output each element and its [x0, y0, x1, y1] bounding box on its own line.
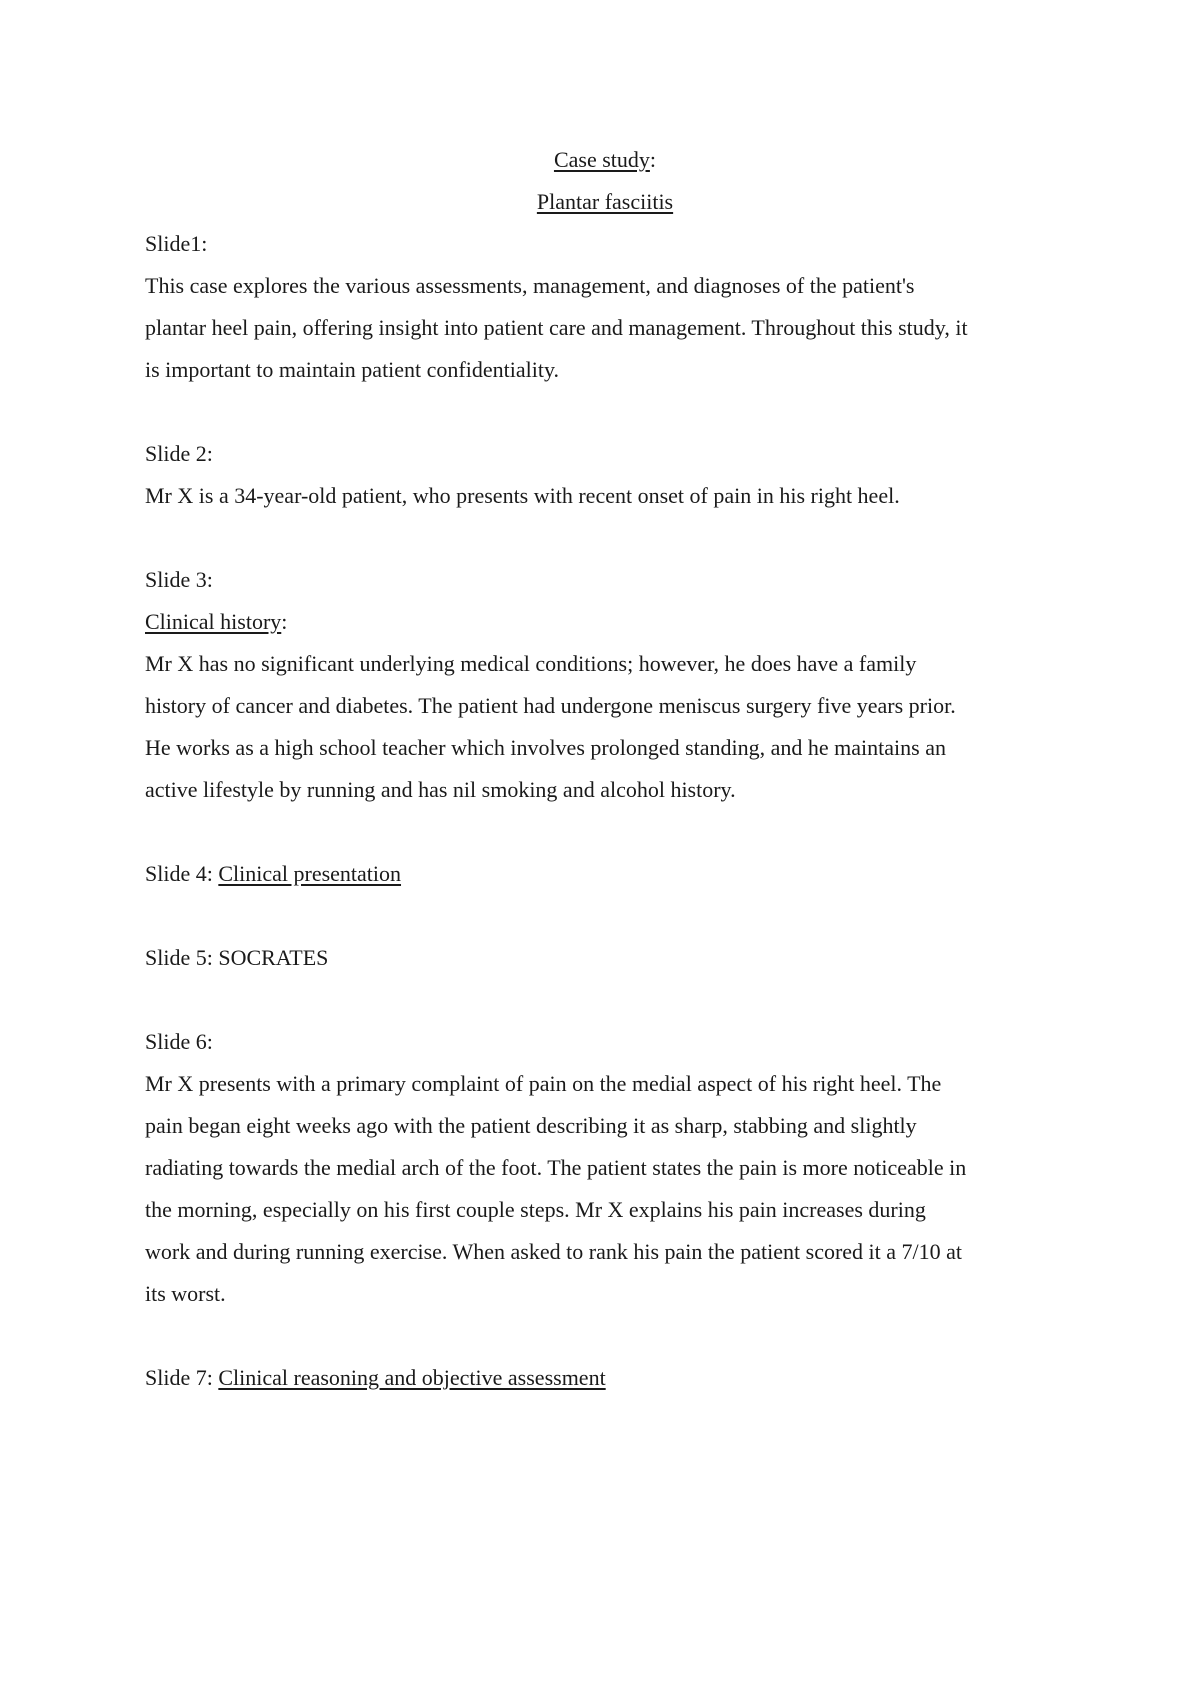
slide3-heading-line	[145, 601, 1065, 643]
slide5-label: Slide 5: SOCRATES	[145, 945, 329, 970]
slide3-text-line: Mr X has no significant underlying medical conditions; however, he does have a family	[145, 651, 917, 676]
slide6-text-line: work and during running exercise. When asked to rank his pain the patient scored it a 7/10 at	[145, 1239, 963, 1264]
spacer	[145, 811, 1065, 853]
slide2-text-line: Mr X is a 34-year-old patient, who presents with recent onset of pain in his right heel.	[145, 483, 900, 508]
document-title-line1	[145, 139, 1065, 181]
slide7-heading: Clinical reasoning and objective assessment	[218, 1365, 606, 1390]
slide6-text-line: pain began eight weeks ago with the patient describing it as sharp, stabbing and slightly	[145, 1113, 917, 1138]
spacer	[145, 895, 1065, 937]
slide3-label: Slide 3:	[145, 567, 213, 592]
spacer	[145, 391, 1065, 433]
spacer	[145, 1315, 1065, 1357]
slide7-line	[145, 1357, 1065, 1399]
spacer	[145, 517, 1065, 559]
slide7-label: Slide 7:	[145, 1365, 219, 1390]
slide3-text-line: He works as a high school teacher which involves prolonged standing, and he maintains an	[145, 735, 946, 760]
slide3-heading-colon: :	[281, 609, 288, 634]
title-colon: :	[649, 147, 657, 172]
slide6-text-line: the morning, especially on his first couple steps. Mr X explains his pain increases during	[145, 1197, 926, 1222]
document-title: Case study	[553, 147, 650, 172]
slide3-text-line: history of cancer and diabetes. The patient had undergone meniscus surgery five years prior.	[145, 693, 956, 718]
slide1-text-line: plantar heel pain, offering insight into patient care and management. Throughout this study, it	[145, 315, 968, 340]
slide4-heading: Clinical presentation	[218, 861, 402, 886]
slide1-label: Slide1:	[145, 231, 208, 256]
slide3-heading: Clinical history	[145, 609, 282, 634]
slide6-text-line: radiating towards the medial arch of the foot. The patient states the pain is more noticeable in	[145, 1155, 967, 1180]
document-subtitle-line	[145, 181, 1065, 223]
slide6-text-line: Mr X presents with a primary complaint of pain on the medial aspect of his right heel. The	[145, 1071, 942, 1096]
slide2-label: Slide 2:	[145, 441, 213, 466]
slide4-line	[145, 853, 1065, 895]
slide6-label: Slide 6:	[145, 1029, 213, 1054]
slide3-text-line: active lifestyle by running and has nil smoking and alcohol history.	[145, 777, 736, 802]
document-body	[145, 139, 1065, 1399]
slide1-text-line: is important to maintain patient confidentiality.	[145, 357, 560, 382]
slide6-text-line: its worst.	[145, 1281, 226, 1306]
slide1-text-line: This case explores the various assessments, management, and diagnoses of the patient's	[145, 273, 915, 298]
spacer	[145, 979, 1065, 1021]
slide4-label: Slide 4:	[145, 861, 219, 886]
document-subtitle: Plantar fasciitis	[536, 189, 674, 214]
